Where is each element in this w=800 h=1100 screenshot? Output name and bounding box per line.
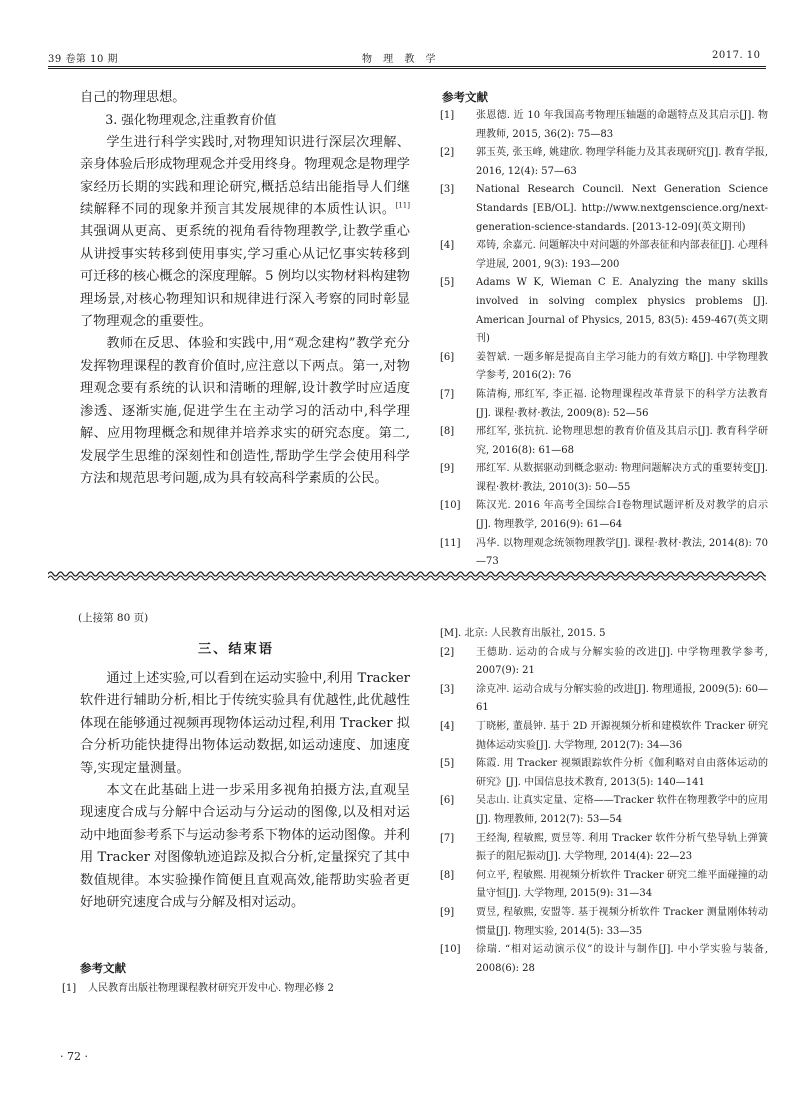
lead-line: 自己的物理思想。 — [80, 90, 186, 105]
reference-list — [440, 107, 768, 572]
continued-note: (上接第 80 页) — [78, 612, 149, 624]
reference-item — [440, 460, 768, 497]
reference-number: [2] — [440, 646, 455, 658]
reference-text: 吴志山. 让真实定量、定格——Tracker 软件在物理教学中的应用[J]. 物理教师, 2012(7): 53—54 — [476, 795, 768, 825]
reference-text: 冯华. 以物理观念统领物理教学[J]. 课程·教材·教法, 2014(8): 70—73 — [476, 537, 768, 568]
paragraph-text-a: 学生进行科学实践时,对物理知识进行深层次理解、亲身体验后形成物理观念并受用终身。物理观念是物理学家经历长期的实践和理论研究,概括总结出能指导人们继续解释不同的现象并预言其发展规律的本质性认识。 — [80, 134, 410, 218]
reference-item — [440, 107, 768, 144]
reference-number: [4] — [440, 240, 455, 252]
reference-number: [3] — [440, 683, 455, 695]
reference-item — [440, 755, 768, 792]
reference-text: 人民教育出版社物理课程教材研究开发中心. 物理必修 2 — [88, 983, 334, 994]
reference-text: 邓铸, 余嘉元. 问题解决中对问题的外部表征和内部表征[J]. 心理科学进展, 2001, 9(3): 193—200 — [476, 240, 768, 270]
reference-text: 邢红军. 从数据驱动到概念驱动: 物理问题解决方式的重要转变[J]. 课程·教材·教法, 2010(3): 50—55 — [476, 463, 768, 493]
reference-item — [440, 718, 768, 755]
paragraph: 通过上述实验,可以看到在运动实验中,利用 Tracker 软件进行辅助分析,相比于传统实验具有优越性,此优越性体现在能够通过视频再现物体运动过程,利用 Tracker 拟合分析功能快捷得出物体运动数据,如运动速度、加速度等,实现定量测量。 — [80, 671, 410, 776]
paragraph: 教师在反思、体验和实践中,用“观念建构”教学充分发挥物理课程的教育价值时,应注意以下两点。第一,对物理观念要有系统的认识和清晰的理解,设计教学时应适度渗透、逐渐实施,促进学生在主动学习的活动中,科学理解、应用物理概念和规律并培养求实的研究态度。第二,发展学生思维的深刻性和创造性,帮助学生学会使用科学方法和规范思考问题,成为具有较高科学素质的公民。 — [80, 336, 410, 486]
reference-number: [5] — [440, 758, 455, 770]
reference-number: [5] — [440, 277, 455, 289]
reference-number: [7] — [440, 832, 455, 844]
reference-number: [6] — [440, 795, 455, 807]
top-references — [440, 89, 768, 572]
references-title: 参考文献 — [80, 961, 126, 975]
bottom-references — [440, 625, 768, 978]
reference-text: 陈清梅, 邢红军, 李正福. 论物理课程改革背景下的科学方法教育[J]. 课程·教材·教法, 2009(8): 52—56 — [476, 388, 768, 419]
citation-superscript: [11] — [395, 201, 410, 210]
reference-number: [9] — [440, 906, 455, 918]
reference-item — [440, 867, 768, 904]
reference-item — [440, 386, 768, 423]
header-journal-volume: 39 卷第 10 期 — [48, 54, 118, 65]
paragraph: 本文在此基础上进一步采用多视角拍摄方法,直观呈现速度合成与分解中合运动与分运动的图像,以及相对运动中地面参考系下与运动参考系下物体的运动图像。并利用 Tracker 对图像轨迹追踪及拟合分析,定量探究了其中数值规律。本实验操作简便且直观高效,能帮助实验者更好地研究速度合成与分解及相对运动。 — [80, 783, 410, 911]
reference-item — [440, 681, 768, 718]
reference-text: 陈汉光. 2016 年高考全国综合Ⅰ卷物理试题评析及对教学的启示[J]. 物理教学, 2016(9): 61—64 — [476, 500, 768, 531]
reference-item — [440, 497, 768, 534]
reference-number: [7] — [440, 388, 455, 400]
reference-text: 王德助. 运动的合成与分解实验的改进[J]. 中学物理教学参考, 2007(9): 21 — [476, 646, 768, 677]
reference-item — [440, 237, 768, 274]
reference-number: [9] — [440, 463, 455, 475]
reference-item — [62, 980, 407, 999]
reference-number: [11] — [440, 537, 461, 549]
reference-number: [8] — [440, 869, 455, 881]
reference-item — [440, 830, 768, 867]
reference-text: 丁晓彬, 董晨钟. 基于 2D 开源视频分析和建模软件 Tracker 研究抛体运动实验[J]. 大学物理, 2012(7): 34—36 — [476, 720, 768, 751]
header-rule — [48, 66, 766, 67]
reference-text: 张恩德. 近 10 年我国高考物理压轴题的命题特点及其启示[J]. 物理教师, 2015, 36(2): 75—83 — [476, 110, 768, 140]
reference-text: 邢红军, 张抗抗. 论物理思想的教育价值及其启示[J]. 教育科学研究, 2016(8): 61—68 — [476, 426, 768, 456]
header-rule-thin — [48, 68, 766, 69]
reference-number: [10] — [440, 944, 461, 956]
reference-item — [440, 535, 768, 572]
reference-text: 姜智斌. 一题多解是提高自主学习能力的有效方略[J]. 中学物理教学参考, 2016(2): 76 — [476, 351, 768, 382]
header-journal-title: 物 理 教 学 — [362, 54, 440, 65]
section-title: 三、结束语 — [198, 642, 274, 657]
reference-number: [2] — [440, 147, 455, 159]
reference-text: 贾昱, 程敏熙, 安盟等. 基于视频分析软件 Tracker 测量刚体转动惯量[J]. 物理实验, 2014(5): 33—35 — [476, 906, 768, 937]
reference-text: 徐瑞. “相对运动演示仪”的设计与制作[J]. 中小学实验与装备, 2008(6): 28 — [476, 944, 768, 974]
top-left-column — [80, 87, 410, 490]
reference-number: [8] — [440, 426, 455, 438]
reference-number: [10] — [440, 500, 461, 512]
reference-item — [440, 274, 768, 348]
reference-item — [440, 181, 768, 237]
reference-item — [440, 423, 768, 460]
wavy-divider — [48, 569, 766, 583]
reference-text: 涂克冲. 运动合成与分解实验的改进[J]. 物理通报, 2009(5): 60—61 — [476, 683, 768, 714]
reference-number: [3] — [440, 184, 455, 196]
paragraph — [80, 132, 410, 334]
reference-text: 何立平, 程敏熙. 用视频分析软件 Tracker 研究二维平面碰撞的动量守恒[J]. 大学物理, 2015(9): 31—34 — [476, 869, 768, 900]
reference-number: [1] — [62, 983, 77, 994]
reference-continuation: [M]. 北京: 人民教育出版社, 2015. 5 — [440, 628, 606, 639]
reference-item — [440, 941, 768, 978]
reference-item — [440, 904, 768, 941]
reference-number: [6] — [440, 351, 455, 363]
reference-text: 陈霞. 用 Tracker 视频跟踪软件分析《伽利略对自由落体运动的研究》[J]. 中国信息技术教育, 2013(5): 140—141 — [476, 758, 768, 788]
reference-text: Adams W K, Wieman C E. Analyzing the many skills involved in solving complex physics problems [J]. American Journal of Physics, 2015, 83(5): 459-467(英文期刊) — [476, 277, 768, 345]
reference-item — [440, 644, 768, 681]
reference-number: [4] — [440, 720, 455, 732]
references-title: 参考文献 — [442, 90, 488, 104]
paragraph-text-b: 其强调从更高、更系统的视角看待物理教学,让教学重心从讲授事实转移到使用事实,学习重心从记忆事实转移到可迁移的核心概念的深度理解。5 例均以实物材料构建物理场景,对核心物理知识和规律进行深入考察的同时彰显了物理观念的重要性。 — [80, 224, 410, 330]
bottom-left-column — [80, 668, 410, 914]
reference-list — [440, 644, 768, 979]
reference-item — [440, 349, 768, 386]
reference-item — [440, 144, 768, 181]
header-date: 2017. 10 — [712, 50, 761, 61]
reference-number: [1] — [440, 110, 455, 121]
reference-text: 郭玉英, 张玉峰, 姚建欣. 物理学科能力及其表现研究[J]. 教育学报, 2016, 12(4): 57—63 — [476, 147, 768, 177]
reference-text: National Research Council. Next Generation Science Standards [EB/OL]. http://www.nextgenscience.org/next-generation-science-standards. [2013-12-09](英文期刊) — [476, 184, 768, 233]
reference-item — [440, 792, 768, 829]
reference-text: 王经淘, 程敏熙, 贾昱等. 利用 Tracker 软件分析气垫导轨上弹簧振子的阻尼振动[J]. 大学物理, 2014(4): 22—23 — [476, 832, 768, 863]
page-number: · 72 · — [60, 1050, 88, 1063]
section-subheading: 3. 强化物理观念,注重教育价值 — [105, 112, 277, 128]
